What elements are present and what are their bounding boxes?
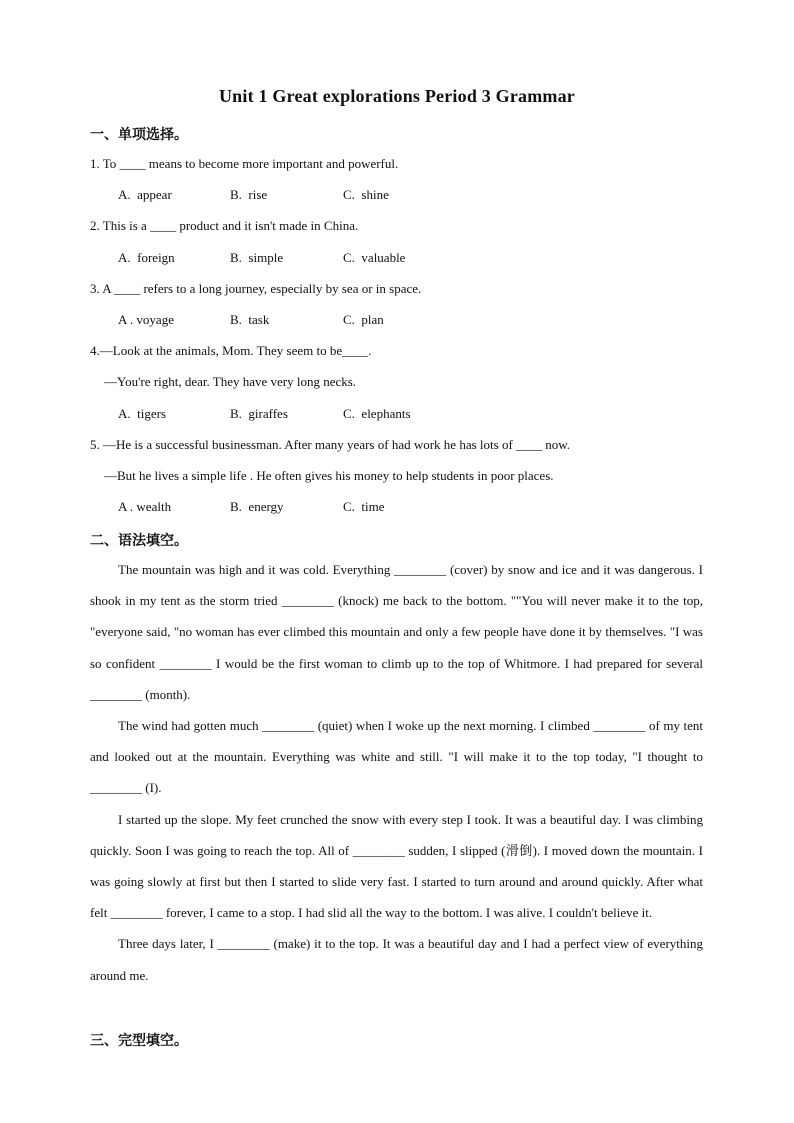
question-3-option-b: B. task	[230, 312, 270, 327]
cloze-paragraph-3: I started up the slope. My feet crunched the snow with every step I took. It was a beautiful day. I was climbing quickly. Soon I was going to reach the top. All of ________ sudden, I slipped (滑倒). I moved down the mountain. I was going slowly at first but then I started to slide very fast. I started to turn around and around quickly. After what felt ________ forever, I came to a stop. I had slid all the way to the bottom. I was alive. I couldn't believe it.	[90, 811, 703, 921]
question-4-option-c: C. elephants	[343, 406, 411, 421]
section-1-heading: 一、单项选择。	[90, 127, 188, 143]
question-2-option-b: B. simple	[230, 250, 284, 265]
question-1-option-b: B. rise	[230, 187, 268, 202]
cloze-passage	[90, 554, 703, 991]
page-title: Unit 1 Great explorations Period 3 Grammar	[218, 86, 575, 106]
question-4-option-a: A. tigers	[118, 406, 167, 421]
question-3-stem: 3. A ____ refers to a long journey, especially by sea or in space.	[90, 281, 422, 296]
section-2-heading: 二、语法填空。	[90, 533, 188, 549]
question-5-option-b: B. energy	[230, 499, 284, 514]
question-1-stem: 1. To ____ means to become more important and powerful.	[90, 156, 399, 171]
question-2-stem: 2. This is a ____ product and it isn't made in China.	[90, 218, 359, 233]
question-3-option-c: C. plan	[343, 312, 384, 327]
cloze-paragraph-1: The mountain was high and it was cold. Everything ________ (cover) by snow and ice and it was dangerous. I shook in my tent as the storm tried ________ (knock) me back to the bottom. ""You will never make it to the top, "everyone said, "no woman has ever climbed this mountain and only a few people have done it by themselves. "I was so confident ________ I would be the first woman to climb up to the top of Whitmore. I had prepared for several ________ (month).	[90, 562, 703, 702]
cloze-paragraph-4: Three days later, I ________ (make) it to the top. It was a beautiful day and I had a perfect view of everything around me.	[90, 936, 703, 983]
question-4-option-b: B. giraffes	[230, 406, 288, 421]
section-3-heading: 三、完型填空。	[90, 1033, 188, 1049]
question-1-option-a: A. appear	[118, 187, 172, 202]
question-5-stem: 5. —He is a successful businessman. After many years of had work he has lots of ____ now.	[90, 437, 571, 452]
question-2-option-c: C. valuable	[343, 250, 406, 265]
question-2-option-a: A. foreign	[118, 250, 175, 265]
cloze-paragraph-2: The wind had gotten much ________ (quiet) when I woke up the next morning. I climbed ________ of my tent and looked out at the mountain. Everything was white and still. "I will make it to the top today, "I thought to ________ (I).	[90, 718, 703, 796]
question-5-reply: —But he lives a simple life . He often gives his money to help students in poor places.	[104, 468, 554, 483]
question-3-option-a: A . voyage	[118, 312, 174, 327]
question-1-option-c: C. shine	[343, 187, 389, 202]
question-4-stem: 4.—Look at the animals, Mom. They seem to be____.	[90, 343, 372, 358]
question-4-reply: —You're right, dear. They have very long necks.	[104, 374, 357, 389]
question-5-option-a: A . wealth	[118, 499, 172, 514]
question-5-option-c: C. time	[343, 499, 385, 514]
